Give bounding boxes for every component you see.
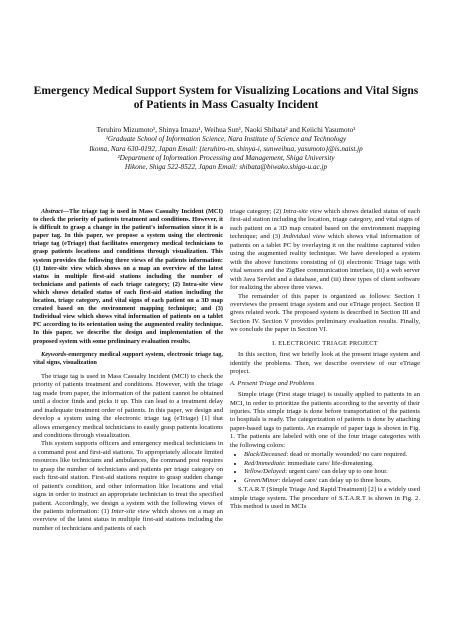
start-paragraph: S.T.A.R.T (Simple Triage And Rapid Treatment) [2] is a widely used simple triage system. The procedure of S.T.A.R.T is shown in Fig. 2. This method is used in MCIs <box>230 486 420 510</box>
affiliation-1-name: ¹Graduate School of Information Science, Nara Institute of Science and Technology <box>105 135 347 144</box>
keywords-label: Keywords <box>41 350 67 358</box>
category-desc: : dead or mortally wounded/ no care required. <box>286 451 408 459</box>
right-column <box>230 208 420 511</box>
abstract <box>33 208 223 346</box>
section-1-intro: In this section, first we briefly look at the present triage system and identify the problems. Then, we describe overview of our eTriage project. <box>230 351 420 376</box>
section-1-heading: I. ELECTRONIC TRIAGE PROJECT <box>272 339 378 347</box>
category-name: Green/Minor <box>244 476 279 484</box>
list-item <box>244 468 420 476</box>
category-desc: : delayed care/ can delay up to three hours. <box>278 476 392 484</box>
affiliation-2-name: ²Department of Information Processing and Management, Shiga University <box>117 153 335 162</box>
intro-paragraph-2-continued <box>230 208 420 293</box>
abstract-label: Abstract <box>41 208 63 215</box>
right-p1-text-a: triage category; (2) <box>230 208 284 215</box>
category-name: Black/Deceased <box>244 451 287 459</box>
author-list: Teruhiro Mizumoto¹, Shinya Imazu¹, Weihua Sun¹, Naoki Shibata² and Keiichi Yasumoto¹ <box>96 126 356 134</box>
list-item <box>244 451 420 459</box>
left-column <box>33 208 223 533</box>
category-name: Red/Immediate <box>244 459 284 467</box>
paper-title: Emergency Medical Support System for Visualizing Locations and Vital Signs of Patients in Mass Casualty Incident <box>33 84 419 111</box>
intro-paragraph-1: The triage tag is used in Mass Casualty Incident (MCI) to check the priority of patients treatment and conditions. However, with the triage tag made from paper, the information of the patient cannot be obtained until a doctor finds and picks it up. This can lead to a treatment delay and inadequate treatment order of patients. In this paper, we design and develop a system using the electronic triage tag (eTriage) [1] that allows emergency medical technicians to easily grasp patients locations and conditions through visualization. <box>33 372 223 439</box>
simple-triage-paragraph: Simple triage (First stage triage) is usually applied to patients in an MCI, in order to prioritize the patients according to the severity of their injuries. This simple triage is done before transportation of the patients to hospitals is ready. The categorization of patients is done by attaching paper-based tags to patients. An example of paper tags is shown in Fig. 1. The patients are labeled with one of the four triage categories with the following colors: <box>230 391 420 449</box>
right-p1-emphasis-1: Intra-site view <box>283 208 322 215</box>
triage-category-list <box>230 451 420 485</box>
list-item <box>244 477 420 485</box>
affiliation-1-address: Ikoma, Nara 630-0192, Japan Email: {teruhiro-m, shinya-i, sunweihua, yasumoto}@is.naist.jp <box>89 144 363 153</box>
affiliation-2-address: Hikone, Shiga 522-8522, Japan Email: shibata@biwako.shiga-u.ac.jp <box>124 163 328 172</box>
right-p1-text-c: which shows vital information of patients on a tablet PC by overlaying it on the realtime captured video using the augmented reality technique. We have developed a system with the above functions consisting of (i) electronic Triage tags with vital sensors and the ZigBee communication interface, (ii) a web server with Java Servlet and a database, and (iii) three types of client software for realizing the above three views. <box>230 233 420 292</box>
list-item <box>244 460 420 468</box>
right-p1-emphasis-2: Individual view <box>283 233 326 241</box>
intro-p2-text-a: This system supports officers and emergency medical technicians in a command post and first-aid stations. To appropriately allocate limited resources like technicians and ambulances, the command post requires to grasp the number of technicians and patients per triage category on each first-aid station. First-aid stations require to grasp sudden change of patient's condition, and other information like locations and vital signs in order to instruct an appropriate technician to treat the specified patient. Accordingly, we design a system with the following views of the patients information: (1) <box>33 440 223 516</box>
intro-paragraph-2 <box>33 440 223 533</box>
intro-p2-emphasis: Inter-site view <box>111 508 150 516</box>
subsection-a-heading: A. Present Triage and Problems <box>230 379 315 387</box>
keywords <box>33 351 223 367</box>
organization-paragraph: The remainder of this paper is organized as follows: Section I overviews the present triage system and our eTriage project. Section II gives related work. The proposed system is described in Section III and Section IV. Section V provides preliminary evaluation results. Finally, we conclude the paper in Section VI. <box>230 292 420 334</box>
intro-p2-text-b: which shows on a map an overview of the latest status in multiple first-aid stations including the number of technicians and patients of each <box>33 508 223 532</box>
right-p1-text-b: which shows detailed status of each first-aid station including the location, triage category, and vital signs of each patient on a 3D map created based on the environment mapping technique; and (3) <box>230 208 421 241</box>
abstract-text: —The triage tag is used in Mass Casualty Incident (MCI) to check the priority of patients treatment and conditions. However, it is difficult to grasp a change in the patient's information since it is a paper tag. In this paper, we propose a system using the electronic triage tag (eTriage) that facilitates emergency medical technicians to grasp patients locations and conditions through visualization. This system provides the following three views of the patients information: (1) Inter-site view which shows on a map an overview of the latest status in multiple first-aid stations including the number of technicians and patients of each triage category; (2) Intra-site view which shows detailed status of each first-aid station including the location, triage category, and vital signs of each patient on a 3D map created based on the environment mapping technique; and (3) Individual view which shows vital information of patients on a tablet PC according to its orientation using the augmented reality technique. In this paper, we describe the design and implementation of the proposed system with some preliminary evaluation results. <box>33 208 223 345</box>
keywords-text: -emergency medical support system, electronic triage tag, vital signs, visualization <box>33 350 223 366</box>
category-desc: : urgent care/ can delay up to one hour. <box>285 468 388 476</box>
author-block <box>20 126 432 172</box>
category-name: Yellow/Delayed <box>244 468 286 476</box>
category-desc: : immediate care/ life-threatening. <box>283 459 374 467</box>
